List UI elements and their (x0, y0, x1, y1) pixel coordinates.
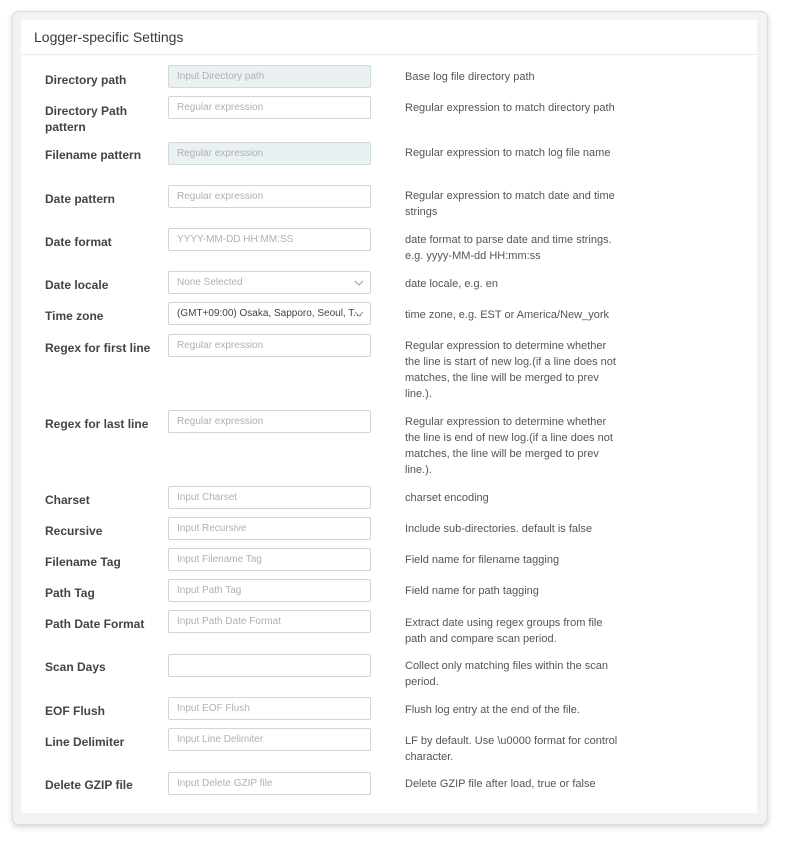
time-zone-select[interactable] (168, 302, 371, 325)
regex-first-line-input[interactable]: Regular expression (168, 334, 371, 357)
regex-last-line-label: Regex for last line (45, 417, 149, 431)
charset-label: Charset (45, 493, 90, 507)
eof-flush-label: EOF Flush (45, 704, 105, 718)
time-zone-help: time zone, e.g. EST or America/New_york (405, 309, 609, 321)
directory-path-input[interactable]: Input Directory path (168, 65, 371, 88)
panel-title: Logger-specific Settings (21, 20, 757, 55)
date-pattern-label: Date pattern (45, 192, 116, 206)
filename-tag-help: Field name for filename tagging (405, 554, 560, 566)
filename-pattern-help: Regular expression to match log file name (405, 147, 611, 159)
delete-gzip-label: Delete GZIP file (45, 778, 133, 792)
chevron-down-icon (354, 278, 364, 288)
directory-path-pattern-label: Directory Path pattern (45, 104, 128, 134)
recursive-input[interactable]: Input Recursive (168, 517, 371, 540)
regex-first-line-label: Regex for first line (45, 341, 151, 355)
scan-days-input[interactable] (168, 654, 371, 677)
scan-days-label: Scan Days (45, 660, 106, 674)
filename-pattern-input[interactable]: Regular expression (168, 142, 371, 165)
path-tag-help: Field name for path tagging (405, 585, 539, 597)
path-date-format-help: Extract date using regex groups from file path and compare scan period. (405, 617, 603, 645)
scan-days-help: Collect only matching files within the scan period. (405, 660, 608, 688)
recursive-label: Recursive (45, 524, 103, 538)
date-pattern-help: Regular expression to match date and time strings (405, 190, 615, 218)
directory-path-help: Base log file directory path (405, 71, 535, 83)
date-locale-help: date locale, e.g. en (405, 278, 498, 290)
delete-gzip-help: Delete GZIP file after load, true or false (405, 778, 596, 790)
directory-path-label: Directory path (45, 73, 127, 87)
date-format-input[interactable]: YYYY-MM-DD HH:MM:SS (168, 228, 371, 251)
time-zone-value: (GMT+09:00) Osaka, Sapporo, Seoul, T... (177, 308, 362, 319)
charset-input[interactable]: Input Charset (168, 486, 371, 509)
path-tag-input[interactable]: Input Path Tag (168, 579, 371, 602)
filename-tag-label: Filename Tag (45, 555, 121, 569)
eof-flush-input[interactable]: Input EOF Flush (168, 697, 371, 720)
line-delimiter-input[interactable]: Input Line Delimiter (168, 728, 371, 751)
filename-tag-input[interactable]: Input Filename Tag (168, 548, 371, 571)
date-pattern-input[interactable]: Regular expression (168, 185, 371, 208)
line-delimiter-help: LF by default. Use \u0000 format for control character. (405, 735, 618, 763)
regex-last-line-input[interactable]: Regular expression (168, 410, 371, 433)
regex-first-line-help: Regular expression to determine whether the line is start of new log.(if a line does not matches, the line will be merged to prev line.). (405, 340, 616, 400)
regex-last-line-help: Regular expression to determine whether the line is end of new log.(if a line does not matches, the line will be merged to prev line.). (405, 416, 613, 476)
eof-flush-help: Flush log entry at the end of the file. (405, 704, 580, 716)
delete-gzip-input[interactable]: Input Delete GZIP file (168, 772, 371, 795)
charset-help: charset encoding (405, 492, 489, 504)
path-date-format-input[interactable]: Input Path Date Format (168, 610, 371, 633)
date-format-help: date format to parse date and time strings. e.g. yyyy-MM-dd HH:mm:ss (405, 234, 612, 262)
logger-settings-panel (21, 20, 757, 813)
path-tag-label: Path Tag (45, 586, 95, 600)
directory-path-pattern-help: Regular expression to match directory path (405, 102, 615, 114)
date-locale-select[interactable] (168, 271, 371, 294)
directory-path-pattern-input[interactable]: Regular expression (168, 96, 371, 119)
date-locale-label: Date locale (45, 278, 109, 292)
path-date-format-label: Path Date Format (45, 617, 145, 631)
filename-pattern-label: Filename pattern (45, 148, 142, 162)
time-zone-label: Time zone (45, 309, 104, 323)
recursive-help: Include sub-directories. default is false (405, 523, 593, 535)
date-format-label: Date format (45, 235, 112, 249)
line-delimiter-label: Line Delimiter (45, 735, 125, 749)
chevron-down-icon (354, 309, 364, 319)
date-locale-value: None Selected (177, 277, 243, 288)
